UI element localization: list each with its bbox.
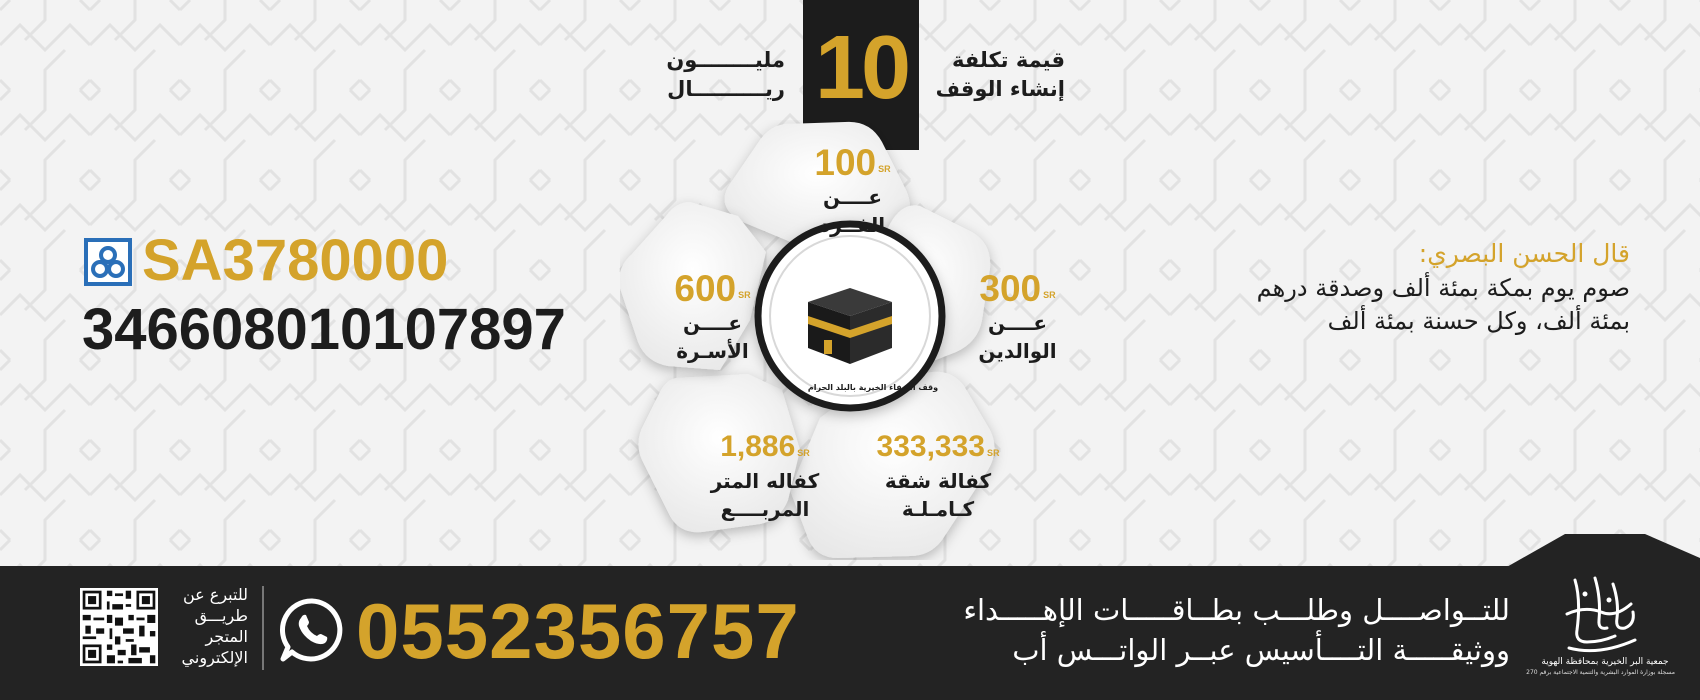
quote-line-1: صوم يوم بمكة بمئة ألف وصدقة درهم [1256, 274, 1630, 302]
petal-label-line1: عــــن [987, 311, 1047, 335]
store-line-2: طريـــق [194, 606, 248, 625]
bank-logo-icon [84, 238, 132, 286]
currency-label: SR [797, 448, 810, 458]
petal-apartment-text [863, 427, 1013, 523]
cost-unit-line1: مليــــــــون [666, 48, 785, 72]
petal-label-line2: الوالدين [978, 339, 1057, 363]
petal-value: 300 [979, 268, 1042, 309]
kaaba-icon [808, 288, 892, 364]
petal-label-line1: كفالة شقة [884, 469, 992, 493]
cost-label-line1: قيمة تكلفة [952, 48, 1065, 72]
petal-value: 1,886 [720, 430, 796, 463]
phone-number[interactable]: 0552356757 [356, 587, 800, 675]
contact-line-1: للتــواصــــل وطلـــب بطــاقـــــات الإهـــــداء [963, 593, 1510, 627]
petal-value: 100 [814, 142, 877, 183]
quote-block [1085, 236, 1630, 338]
store-donation-text [160, 584, 248, 668]
petal-label-line2: الفــرد [819, 213, 886, 237]
org-name: جمعية البر الخيرية بمحافظة الهوية [1541, 657, 1669, 667]
currency-label: SR [986, 448, 1000, 458]
iban-prefix: SA3780000 [142, 228, 449, 293]
store-line-3: المتجر [205, 627, 248, 646]
petal-label-line1: عــــن [822, 185, 882, 209]
contact-line-2: ووثيقـــــة التــــأسيس عبــر الواتـــس أب [1012, 633, 1510, 667]
quote-title: قال الحسن البصري: [1418, 239, 1630, 268]
cost-label [935, 46, 1065, 104]
quote-line-2: بمئة ألف، وكل حسنة بمئة ألف [1327, 307, 1630, 335]
contact-text [870, 590, 1510, 670]
footer-divider [262, 586, 264, 670]
store-line-1: للتبرع عن [182, 585, 248, 604]
petal-parents-text [955, 269, 1080, 365]
petal-label-line2: كـامـلـة [901, 497, 975, 521]
iban-number: 346608010107897 [82, 297, 566, 362]
store-line-4: الإلكتروني [181, 648, 248, 667]
org-registration: مسجلة بوزارة الموارد البشرية والتنمية الاجتماعية برقم 270 [1526, 669, 1675, 676]
petal-label-line1: كفاله المتر [710, 469, 820, 493]
currency-label: SR [878, 164, 891, 174]
petal-individual-text [790, 143, 915, 239]
whatsapp-icon[interactable] [278, 596, 346, 664]
cost-unit [655, 46, 785, 104]
petal-label-line2: الأسـرة [676, 339, 749, 363]
currency-label: SR [1043, 290, 1056, 300]
center-logo-caption: وقف الصفاء الخيرية بالبلد الحرام [807, 383, 939, 392]
petal-square-meter-text [700, 427, 830, 523]
currency-label: SR [738, 290, 751, 300]
org-calligraphy-logo-icon [1555, 570, 1645, 656]
petal-family-text [655, 269, 770, 365]
footer-notch [1505, 532, 1700, 568]
petal-label-line2: المربــــع [720, 497, 810, 521]
petal-value: 600 [674, 268, 737, 309]
qr-code-icon[interactable] [80, 588, 158, 666]
cost-amount: 10 [814, 18, 908, 118]
petal-label-line1: عــــن [682, 311, 742, 335]
cost-label-line2: إنشاء الوقف [935, 77, 1065, 101]
petal-value: 333,333 [876, 430, 985, 463]
cost-unit-line2: ريــــــــــال [667, 77, 785, 101]
